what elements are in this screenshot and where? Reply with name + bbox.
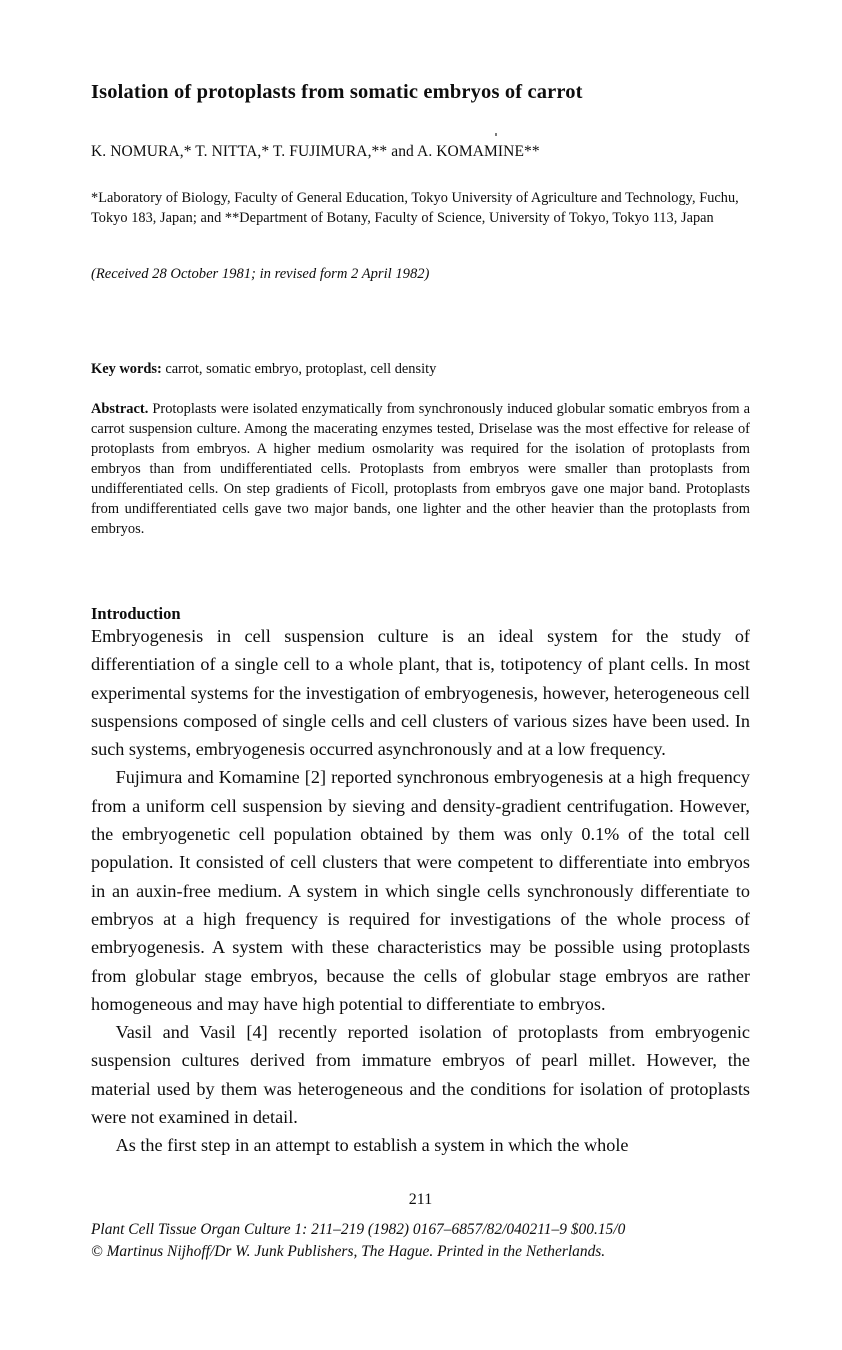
- imprint-line-1: Plant Cell Tissue Organ Culture 1: 211–219 (1982) 0167–6857/82/040211–9 $00.15/0: [91, 1221, 626, 1238]
- affiliation-block: *Laboratory of Biology, Faculty of General Education, Tokyo University of Agriculture and Technology, Fuchu, Tokyo 183, Japan; and **Department of Botany, Faculty of Science, University of Tokyo, Tokyo 113, Japan: [91, 190, 739, 227]
- paragraph: As the first step in an attempt to establish a system in which the whole: [115, 1135, 629, 1156]
- page-title: Isolation of protoplasts from somatic embryos of carrot: [91, 80, 583, 103]
- introduction-body: [91, 622, 750, 1160]
- keywords-list: carrot, somatic embryo, protoplast, cell density: [161, 361, 437, 377]
- text-column: [91, 0, 750, 1350]
- paragraph: Vasil and Vasil [4] recently reported isolation of protoplasts from embryogenic suspension cultures derived from immature embryos of pearl millet. However, the material used by them was heterogeneous and the conditions for isolation of protoplasts were not examined in detail.: [91, 1022, 750, 1128]
- abstract-text: Protoplasts were isolated enzymatically from synchronously induced globular somatic embryos from a carrot suspension culture. Among the macerating enzymes tested, Driselase was the most effective for release of protoplasts from embryos. A higher medium osmolarity was required for the isolation of protoplasts from embryos than from undifferentiated cells. Protoplasts from embryos were smaller than protoplasts from undifferentiated cells. On step gradients of Ficoll, protoplasts from embryos gave one major band. Protoplasts from undifferentiated cells gave two major bands, one lighter and the other heavier than the protoplasts from embryos.: [91, 401, 750, 537]
- keywords-block: [91, 360, 750, 379]
- imprint-line-2: © Martinus Nijhoff/Dr W. Junk Publishers, The Hague. Printed in the Netherlands.: [91, 1242, 606, 1260]
- scan-speck-artifact: [495, 133, 497, 136]
- abstract-label: Abstract.: [91, 401, 149, 417]
- imprint-block: [91, 1219, 750, 1263]
- page-number: 211: [408, 1191, 433, 1208]
- keywords-label: Key words:: [91, 361, 162, 377]
- paragraph: Fujimura and Komamine [2] reported synchronous embryogenesis at a high frequency from a uniform cell suspension by sieving and density-gradient centrifugation. However, the embryogenetic cell population obtained by them was only 0.1% of the total cell population. It consisted of cell clusters that were competent to differentiate into embryos in an auxin-free medium. A system in which single cells synchronously differentiate to embryos at a high frequency is required for investigations of the whole process of embryogenesis. A system with these characteristics may be possible using protoplasts from globular stage embryos, because the cells of globular stage embryos are rather homogeneous and may have high potential to differentiate to embryos.: [91, 767, 750, 1014]
- abstract-block: [91, 400, 750, 540]
- author-list: K. NOMURA,* T. NITTA,* T. FUJIMURA,** and A. KOMAMINE**: [91, 143, 540, 160]
- received-date: (Received 28 October 1981; in revised form 2 April 1982): [91, 266, 430, 282]
- section-heading-introduction: Introduction: [91, 603, 181, 623]
- paragraph: Embryogenesis in cell suspension culture is an ideal system for the study of differentiation of a single cell to a whole plant, that is, totipotency of plant cells. In most experimental systems for the investigation of embryogenesis, however, heterogeneous cell suspensions composed of single cells and cell clusters of various sizes have been used. In such systems, embryogenesis occurred asynchronously and at a low frequency.: [91, 626, 750, 760]
